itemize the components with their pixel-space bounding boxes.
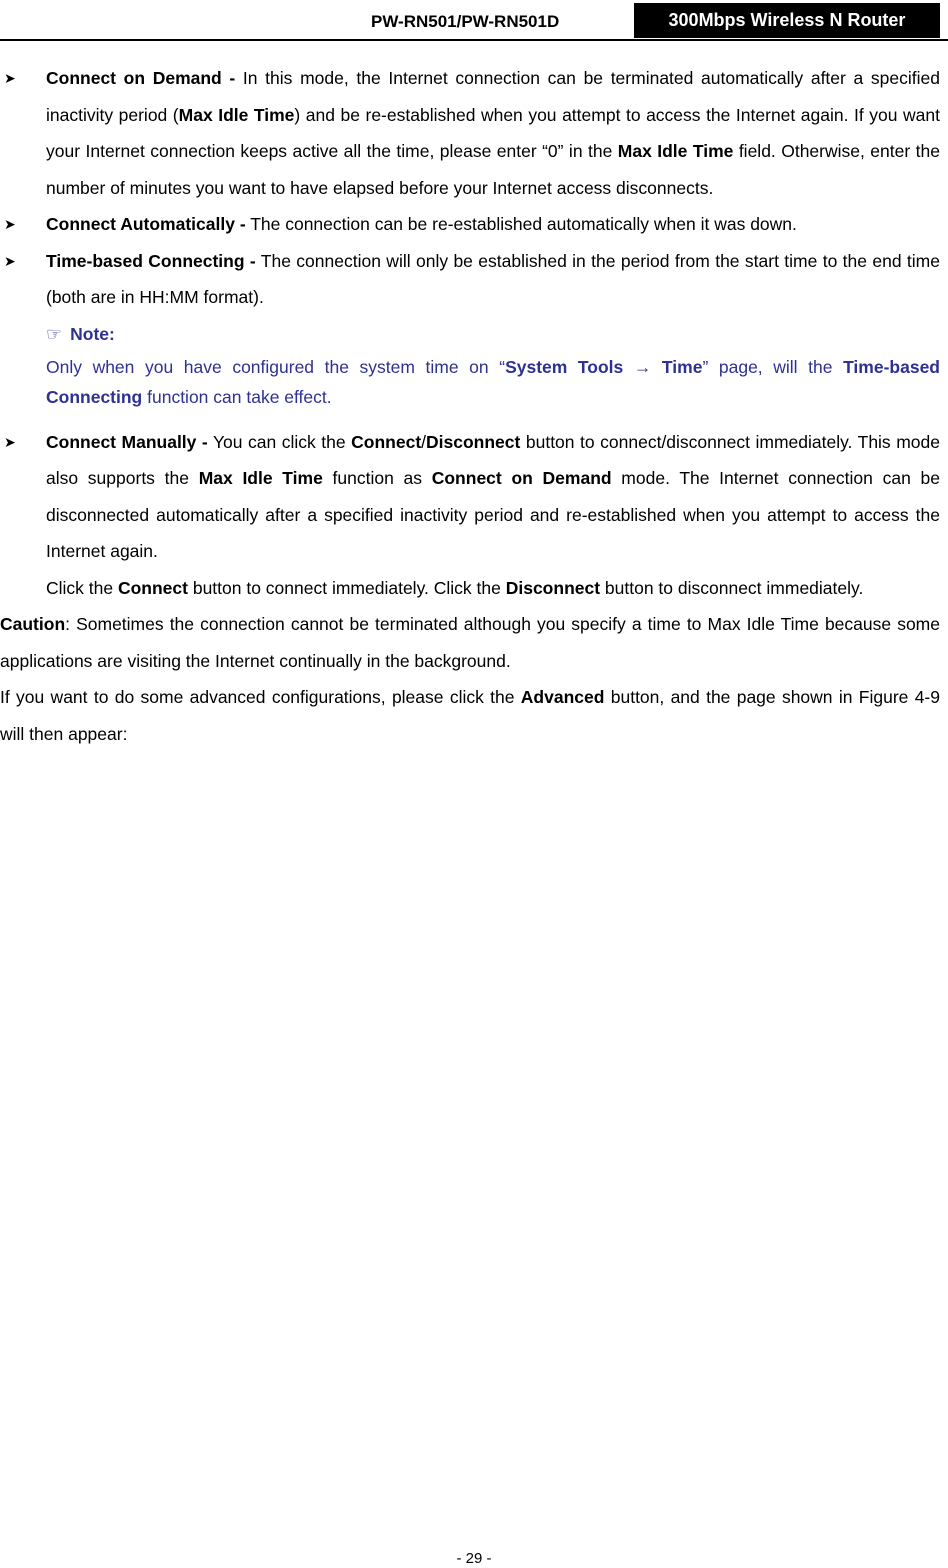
arrow-bullet-icon: ➤: [4, 252, 16, 269]
pointing-hand-icon: ☞: [46, 323, 63, 344]
main-content: [0, 60, 940, 752]
item-time-based-connecting: ➤ Time-based Connecting - The connection will only be established in the period from the start time to the end time (both are in HH:MM format).: [0, 243, 940, 316]
click-instructions: Click the Connect button to connect immediately. Click the Disconnect button to disconnect immediately.: [46, 577, 864, 598]
item-title: Time-based Connecting -: [46, 250, 256, 271]
item-connect-on-demand: ➤ Connect on Demand - In this mode, the Internet connection can be terminated automatically after a specified inactivity period (Max Idle Time) and be re-established when you attempt to access the Internet again. If you want your Internet connection keeps active all the time, please enter “0” in the Max Idle Time field. Otherwise, enter the number of minutes you want to have elapsed before your Internet access disconnects.: [0, 60, 940, 206]
caution-label: Caution: [0, 614, 66, 634]
header-rule: [0, 39, 948, 41]
advanced-paragraph: If you want to do some advanced configurations, please click the Advanced button, and the page shown in Figure 4-9 will then appear:: [0, 687, 940, 744]
page-header: [0, 0, 948, 44]
page-number: - 29 -: [456, 1550, 492, 1567]
item-connect-manually: ➤ Connect Manually - You can click the Connect/Disconnect button to connect/disconnect immediately. This mode also supports the Max Idle Time function as Connect on Demand mode. The Internet connection can be disconnected automatically after a specified inactivity period and re-established when you attempt to access the Internet again.: [0, 424, 940, 570]
caution-paragraph: Caution: Sometimes the connection cannot be terminated although you specify a time to Max Idle Time because some applications are visiting the Internet continually in the background.: [0, 614, 940, 671]
item-title: Connect Automatically -: [46, 214, 246, 234]
arrow-bullet-icon: ➤: [4, 70, 16, 86]
arrow-bullet-icon: ➤: [4, 433, 16, 450]
item-title: Connect Manually -: [46, 431, 208, 452]
item-connect-automatically: ➤ Connect Automatically - The connection can be re-established automatically when it was down.: [0, 206, 940, 243]
note-title: Note:: [70, 323, 115, 344]
model-name: PW-RN501/PW-RN501D: [371, 12, 560, 31]
item-title: Connect on Demand -: [46, 68, 236, 88]
arrow-bullet-icon: ➤: [4, 216, 16, 232]
note-box: [0, 316, 940, 412]
note-body: Only when you have configured the system time on “System Tools → Time” page, will the Time-based Connecting function can take effect.: [46, 356, 940, 407]
product-name: 300Mbps Wireless N Router: [634, 3, 940, 38]
